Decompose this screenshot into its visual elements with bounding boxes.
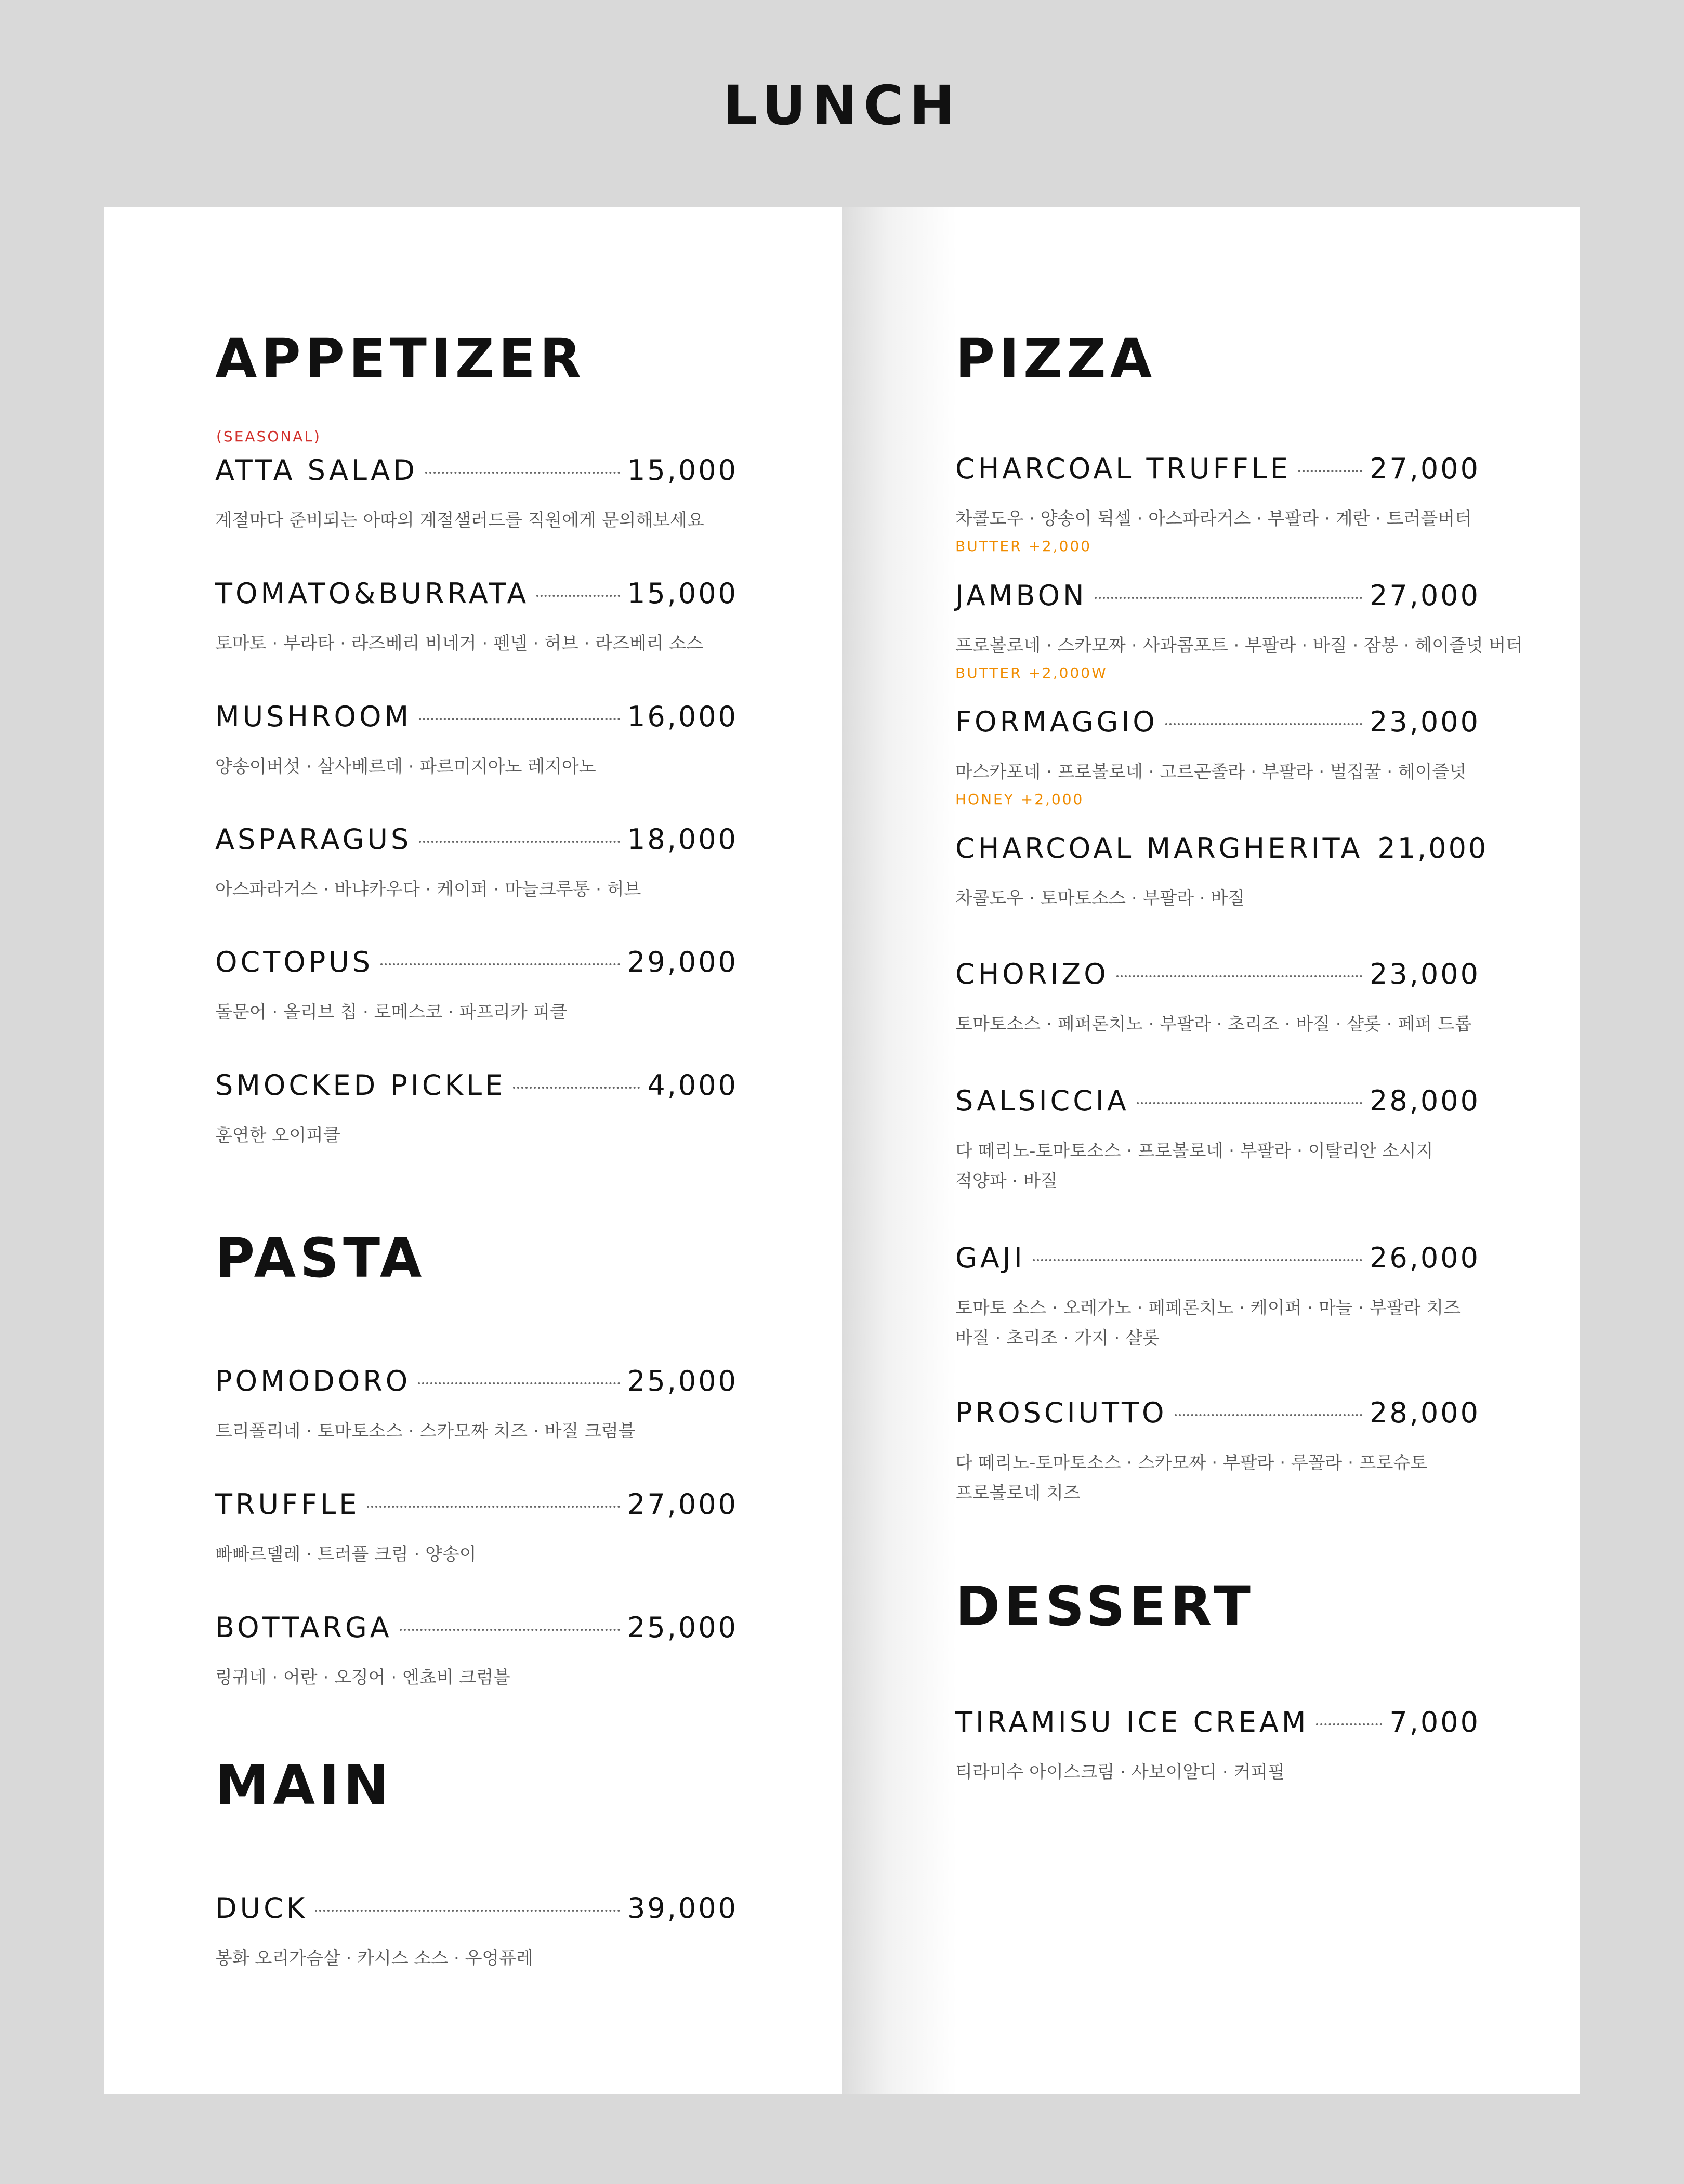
item-price: 7,000 bbox=[1389, 1706, 1480, 1738]
dot-leader bbox=[419, 718, 620, 720]
menu-item-smocked-pickle bbox=[215, 1067, 738, 1150]
dot-leader bbox=[400, 1629, 620, 1631]
item-description: 다 떼리노-토마토소스 · 스카모짜 · 부팔라 · 루꼴라 · 프로슈토 bbox=[955, 1453, 1428, 1473]
dot-leader bbox=[419, 841, 620, 843]
item-name: POMODORO bbox=[215, 1365, 411, 1397]
item-name: TIRAMISU ICE CREAM bbox=[955, 1706, 1309, 1738]
item-description: 돌문어 · 올리브 칩 · 로메스코 · 파프리카 피클 bbox=[215, 1002, 568, 1023]
item-name: OCTOPUS bbox=[215, 946, 374, 978]
item-description: 링귀네 · 어란 · 오징어 · 엔쵸비 크럼블 bbox=[215, 1667, 510, 1688]
item-price: 23,000 bbox=[1370, 958, 1480, 990]
section-heading-main: MAIN bbox=[215, 1754, 393, 1817]
dot-leader bbox=[1298, 470, 1362, 472]
item-description: 다 떼리노-토마토소스 · 프로볼로네 · 부팔라 · 이탈리안 소시지 bbox=[955, 1141, 1433, 1161]
item-description: 트리폴리네 · 토마토소스 · 스카모짜 치즈 · 바질 크럼블 bbox=[215, 1421, 636, 1442]
item-price: 23,000 bbox=[1370, 705, 1480, 738]
item-name: DUCK bbox=[215, 1892, 308, 1925]
dot-leader bbox=[536, 595, 620, 597]
item-name: SMOCKED PICKLE bbox=[215, 1069, 506, 1102]
dot-leader bbox=[1316, 1723, 1382, 1725]
item-description-line2: 바질 · 초리조 · 가지 · 샬롯 bbox=[955, 1328, 1160, 1349]
item-price: 15,000 bbox=[627, 454, 738, 487]
addon-note: HONEY +2,000 bbox=[955, 791, 1084, 808]
item-price: 15,000 bbox=[627, 577, 738, 610]
item-price: 18,000 bbox=[627, 823, 738, 856]
item-description: 빠빠르델레 · 트러플 크림 · 양송이 bbox=[215, 1544, 477, 1565]
menu-item-charcoal-margherita bbox=[955, 830, 1489, 913]
item-description-line2: 적양파 · 바질 bbox=[955, 1171, 1058, 1192]
section-heading-pasta: PASTA bbox=[215, 1226, 426, 1290]
menu-item-atta-salad bbox=[215, 452, 738, 535]
menu-item-tiramisu-ice-cream bbox=[955, 1704, 1480, 1787]
item-price: 28,000 bbox=[1370, 1084, 1480, 1117]
menu-item-octopus bbox=[215, 944, 738, 1027]
item-description: 봉화 오리가슴살 · 카시스 소스 · 우엉퓨레 bbox=[215, 1948, 533, 1969]
dot-leader bbox=[1116, 975, 1362, 977]
item-price: 39,000 bbox=[627, 1892, 738, 1925]
section-heading-dessert: DESSERT bbox=[955, 1575, 1255, 1638]
section-heading-pizza: PIZZA bbox=[955, 327, 1156, 390]
menu-item-duck bbox=[215, 1890, 738, 1973]
item-name: CHARCOAL MARGHERITA bbox=[955, 832, 1363, 865]
menu-item-chorizo bbox=[955, 956, 1480, 1039]
item-price: 27,000 bbox=[627, 1488, 738, 1521]
item-price: 26,000 bbox=[1370, 1241, 1480, 1274]
item-description: 계절마다 준비되는 아따의 계절샐러드를 직원에게 문의해보세요 bbox=[215, 510, 704, 531]
item-name: ATTA SALAD bbox=[215, 454, 418, 487]
item-name: CHORIZO bbox=[955, 958, 1109, 990]
menu-item-prosciutto bbox=[955, 1395, 1480, 1508]
menu-item-pomodoro bbox=[215, 1363, 738, 1446]
item-price: 25,000 bbox=[627, 1365, 738, 1397]
menu-item-tomato-burrata bbox=[215, 576, 738, 659]
menu-item-mushroom bbox=[215, 699, 738, 782]
menu-right-page bbox=[842, 207, 1580, 2094]
item-name: CHARCOAL TRUFFLE bbox=[955, 452, 1291, 485]
item-name: BOTTARGA bbox=[215, 1611, 392, 1644]
seasonal-tag: (SEASONAL) bbox=[216, 428, 321, 445]
item-price: 21,000 bbox=[1377, 832, 1489, 865]
item-price: 28,000 bbox=[1370, 1396, 1480, 1429]
menu-item-jambon bbox=[955, 578, 1523, 684]
item-price: 16,000 bbox=[627, 700, 738, 733]
item-price: 25,000 bbox=[627, 1611, 738, 1644]
dot-leader bbox=[418, 1382, 620, 1384]
dot-leader bbox=[1095, 597, 1363, 599]
item-description: 프로볼로네 · 스카모짜 · 사과콤포트 · 부팔라 · 바질 · 잠봉 · 헤이즐넛 버터 bbox=[955, 635, 1523, 656]
dot-leader bbox=[1165, 723, 1362, 725]
item-name: PROSCIUTTO bbox=[955, 1396, 1167, 1429]
dot-leader bbox=[315, 1910, 620, 1912]
menu-item-charcoal-truffle bbox=[955, 451, 1480, 557]
dot-leader bbox=[367, 1506, 620, 1508]
item-name: ASPARAGUS bbox=[215, 823, 412, 856]
dot-leader bbox=[1033, 1259, 1362, 1261]
page-title: LUNCH bbox=[723, 74, 961, 137]
addon-note: BUTTER +2,000W bbox=[955, 664, 1108, 682]
item-description: 토마토 · 부라타 · 라즈베리 비네거 · 펜넬 · 허브 · 라즈베리 소스 bbox=[215, 633, 704, 654]
dot-leader bbox=[1137, 1102, 1362, 1104]
dot-leader bbox=[380, 963, 620, 965]
menu-item-salsiccia bbox=[955, 1083, 1480, 1196]
addon-note: BUTTER +2,000 bbox=[955, 538, 1092, 555]
item-price: 29,000 bbox=[627, 946, 738, 978]
item-description: 토마토소스 · 페퍼론치노 · 부팔라 · 초리조 · 바질 · 샬롯 · 페퍼 드롭 bbox=[955, 1014, 1472, 1035]
section-heading-appetizer: APPETIZER bbox=[215, 327, 586, 390]
dot-leader bbox=[425, 472, 620, 474]
dot-leader bbox=[513, 1087, 640, 1089]
item-description: 훈연한 오이피클 bbox=[215, 1125, 340, 1146]
item-description: 아스파라거스 · 바냐카우다 · 케이퍼 · 마늘크루통 · 허브 bbox=[215, 879, 641, 900]
item-price: 27,000 bbox=[1370, 579, 1480, 612]
item-name: TOMATO&BURRATA bbox=[215, 577, 530, 610]
item-description: 양송이버섯 · 살사베르데 · 파르미지아노 레지아노 bbox=[215, 756, 596, 777]
item-name: TRUFFLE bbox=[215, 1488, 360, 1521]
item-description-line2: 프로볼로네 치즈 bbox=[955, 1483, 1081, 1503]
item-name: GAJI bbox=[955, 1241, 1025, 1274]
dot-leader bbox=[1175, 1414, 1363, 1416]
menu-left-page bbox=[104, 207, 842, 2094]
item-description: 차콜도우 · 양송이 뒥셀 · 아스파라거스 · 부팔라 · 계란 · 트러플버터 bbox=[955, 508, 1472, 529]
menu-item-gaji bbox=[955, 1240, 1480, 1353]
item-name: FORMAGGIO bbox=[955, 705, 1158, 738]
menu-item-bottarga bbox=[215, 1610, 738, 1693]
item-description: 마스카포네 · 프로볼로네 · 고르곤졸라 · 부팔라 · 벌집꿀 · 헤이즐넛 bbox=[955, 762, 1467, 782]
item-name: JAMBON bbox=[955, 579, 1087, 612]
menu-item-asparagus bbox=[215, 821, 738, 905]
item-name: MUSHROOM bbox=[215, 700, 412, 733]
item-description: 티라미수 아이스크림 · 사보이알디 · 커피필 bbox=[955, 1762, 1285, 1783]
item-description: 토마토 소스 · 오레가노 · 페페론치노 · 케이퍼 · 마늘 · 부팔라 치즈 bbox=[955, 1298, 1461, 1318]
item-name: SALSICCIA bbox=[955, 1084, 1129, 1117]
item-description: 차콜도우 · 토마토소스 · 부팔라 · 바질 bbox=[955, 888, 1245, 909]
item-price: 27,000 bbox=[1370, 452, 1480, 485]
menu-item-truffle bbox=[215, 1486, 738, 1570]
item-price: 4,000 bbox=[647, 1069, 738, 1102]
menu-item-formaggio bbox=[955, 704, 1480, 810]
